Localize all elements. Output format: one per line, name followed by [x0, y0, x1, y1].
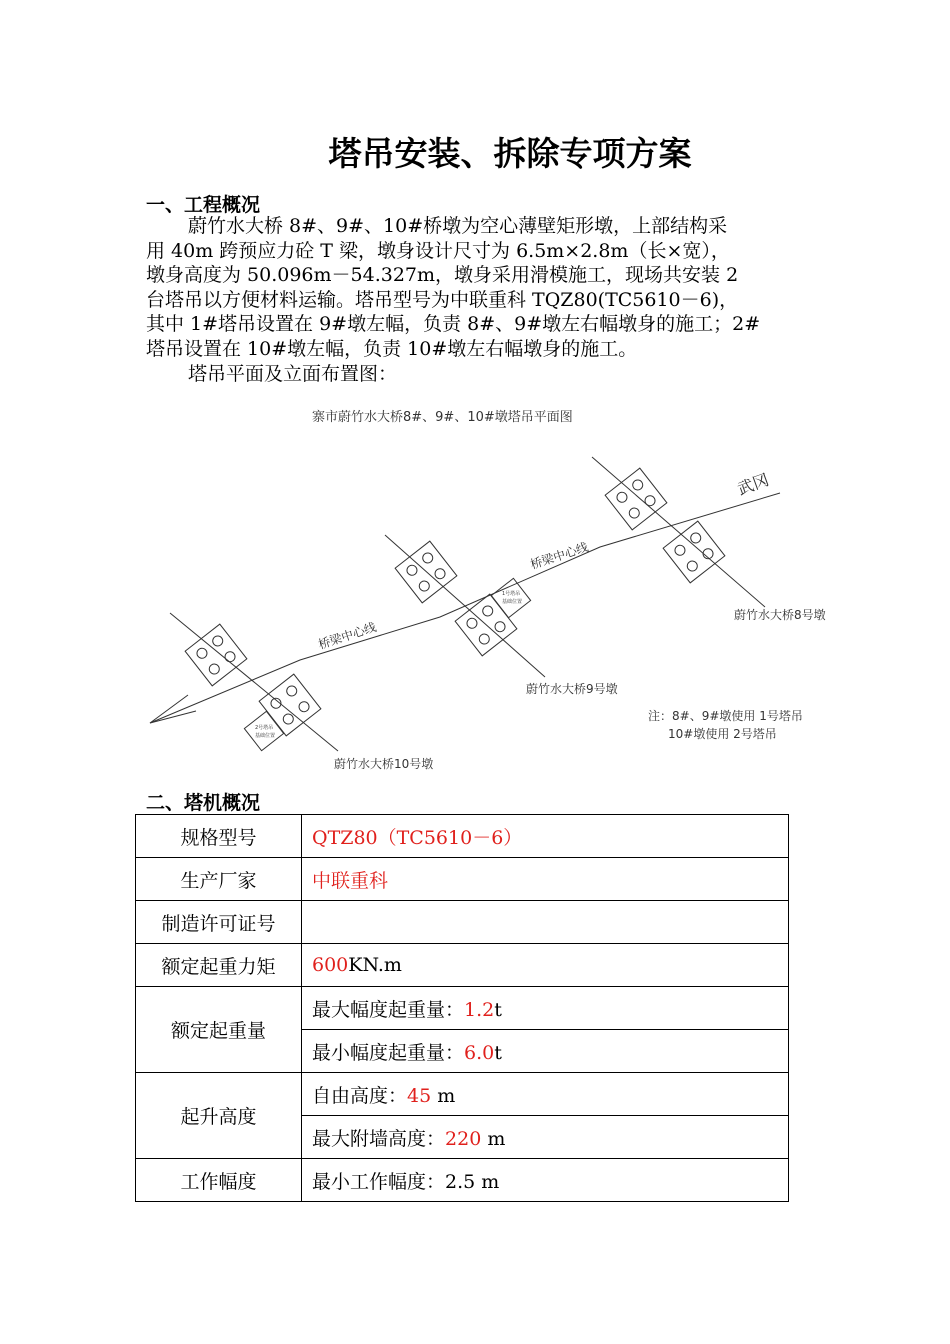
max-height-unit: m — [481, 1127, 506, 1150]
crane1-label: 基础位置 — [502, 599, 523, 605]
page-title: 塔吊安装、拆除专项方案 — [328, 134, 692, 173]
crane1-label: 1号塔吊 — [502, 591, 521, 597]
license-label: 制造许可证号 — [136, 901, 302, 944]
moment-value — [302, 944, 789, 987]
model-value: QTZ80（TC5610－6） — [302, 815, 789, 858]
height-label: 起升高度 — [136, 1073, 302, 1159]
load-min-label: 最小幅度起重量： — [312, 1041, 465, 1064]
section-heading-crane: 二、塔机概况 — [146, 792, 261, 814]
moment-label: 额定起重力矩 — [136, 944, 302, 987]
bridge-centerline — [150, 493, 780, 723]
maker-label: 生产厂家 — [136, 858, 302, 901]
para-line: 塔吊设置在 10#墩左幅，负责 10#墩左右幅墩身的施工。 — [146, 337, 638, 360]
free-height-unit: m — [431, 1084, 456, 1107]
footing-block — [605, 468, 667, 530]
diagram-note: 注：8#、9#墩使用 1号塔吊 — [648, 709, 803, 723]
diagram-title: 寨市蔚竹水大桥8#、9#、10#墩塔吊平面图 — [312, 410, 573, 425]
pier8-label: 蔚竹水大桥8号墩 — [734, 608, 826, 622]
free-height-label: 自由高度： — [312, 1084, 408, 1107]
maker-value: 中联重科 — [302, 858, 789, 901]
pier9-axis — [385, 535, 545, 677]
diagram-note: 10#墩使用 2号塔吊 — [668, 727, 777, 741]
moment-number: 600 — [312, 954, 349, 976]
pier9-label: 蔚竹水大桥9号墩 — [526, 682, 618, 696]
max-height-number: 220 — [445, 1127, 482, 1150]
crane2-label: 2号塔吊 — [255, 725, 274, 731]
table-row — [136, 901, 789, 944]
crane1-foundation — [491, 578, 530, 617]
free-height-number: 45 — [407, 1084, 432, 1107]
table-row — [136, 815, 789, 858]
crane2-foundation — [244, 711, 283, 750]
centerline-label: 桥梁中心线 — [528, 539, 591, 572]
para-line: 其中 1#塔吊设置在 9#墩左幅，负责 8#、9#墩左右幅墩身的施工；2# — [146, 313, 761, 336]
crane-spec-table — [135, 814, 789, 1202]
pier10-label: 蔚竹水大桥10号墩 — [334, 757, 434, 771]
table-row — [136, 987, 789, 1030]
table-row — [136, 1159, 789, 1202]
load-min-value — [302, 1030, 789, 1073]
crane2-label: 基础位置 — [255, 733, 276, 739]
table-row — [136, 944, 789, 987]
load-max-unit: t — [494, 998, 502, 1021]
moment-unit: KN.m — [348, 954, 402, 976]
para-line: 墩身高度为 50.096m－54.327m，墩身采用滑模施工，现场共安装 2 — [146, 264, 739, 287]
table-row — [136, 858, 789, 901]
radius-label: 工作幅度 — [136, 1159, 302, 1202]
load-label: 额定起重量 — [136, 987, 302, 1073]
section-heading-overview: 一、工程概况 — [146, 194, 261, 216]
load-max-value — [302, 987, 789, 1030]
para-line: 蔚竹水大桥 8#、9#、10#桥墩为空心薄壁矩形墩，上部结构采 — [188, 215, 728, 237]
crane-layout-diagram — [140, 395, 840, 785]
load-max-number: 1.2 — [464, 998, 495, 1021]
para-line: 台塔吊以方便材料运输。塔吊型号为中联重科 TQZ80(TC5610－6)， — [146, 288, 739, 311]
max-height-value — [302, 1116, 789, 1159]
max-height-label: 最大附墙高度： — [312, 1127, 446, 1150]
radius-value: 最小工作幅度：2.5 m — [302, 1159, 789, 1202]
arrow-head-icon — [150, 695, 196, 723]
layout-caption: 塔吊平面及立面布置图： — [188, 362, 398, 385]
table-row — [136, 1073, 789, 1116]
centerline-label: 桥梁中心线 — [316, 619, 379, 652]
license-value — [302, 901, 789, 944]
model-label: 规格型号 — [136, 815, 302, 858]
overview-paragraph — [146, 214, 806, 386]
load-max-label: 最大幅度起重量： — [312, 998, 465, 1021]
wugang-label: 武冈 — [734, 469, 772, 499]
load-min-unit: t — [494, 1041, 502, 1064]
free-height-value — [302, 1073, 789, 1116]
load-min-number: 6.0 — [464, 1041, 495, 1064]
pier10-axis — [170, 613, 338, 751]
para-line: 用 40m 跨预应力砼 T 梁，墩身设计尺寸为 6.5m×2.8m（长×宽）， — [146, 239, 730, 262]
footing-block — [663, 521, 725, 583]
